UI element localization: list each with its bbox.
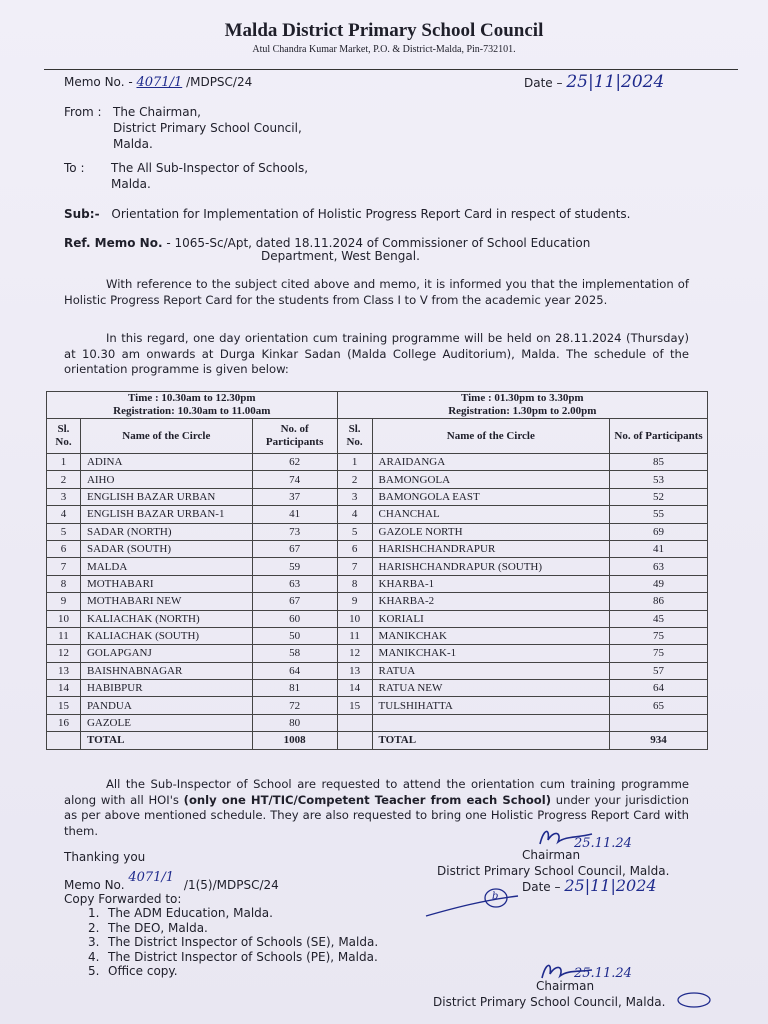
initial-flourish [424, 884, 534, 920]
table-row [47, 523, 708, 540]
right-circle-cell: RATUA NEW [372, 680, 610, 697]
left-sl-cell: 11 [47, 627, 81, 644]
left-sl-cell: 16 [47, 714, 81, 731]
table-row [47, 471, 708, 488]
right-sl-cell: 15 [337, 697, 372, 714]
col-circle-left: Name of the Circle [80, 419, 252, 454]
left-circle-cell: PANDUA [80, 697, 252, 714]
header-divider [44, 69, 738, 70]
total-empty-right [337, 732, 372, 749]
memo-number-handwritten: 4071/1 [136, 75, 183, 90]
right-participants-cell: 63 [610, 558, 708, 575]
left-participants-cell: 59 [252, 558, 337, 575]
list-item [88, 921, 378, 936]
right-circle-cell: TULSHIHATTA [372, 697, 610, 714]
copy-memo-suffix: /1(5)/MDPSC/24 [183, 878, 279, 892]
right-circle-cell: BAMONGOLA [372, 471, 610, 488]
table-row [47, 714, 708, 731]
table-row [47, 593, 708, 610]
right-participants-cell: 57 [610, 662, 708, 679]
closing-date-handwritten: 25|11|2024 [564, 876, 657, 895]
left-sl-cell: 9 [47, 593, 81, 610]
left-sl-cell: 7 [47, 558, 81, 575]
table-row [47, 558, 708, 575]
right-circle-cell: HARISHCHANDRAPUR (SOUTH) [372, 558, 610, 575]
list-item-number: 5. [88, 964, 100, 978]
left-participants-cell: 64 [252, 662, 337, 679]
council-title: Malda District Primary School Council [224, 20, 544, 41]
right-sl-cell: 2 [337, 471, 372, 488]
left-circle-cell: ENGLISH BAZAR URBAN-1 [80, 506, 252, 523]
right-circle-cell: RATUA [372, 662, 610, 679]
schedule-rows [47, 454, 708, 732]
left-sl-cell: 1 [47, 454, 81, 471]
reference-label: Ref. Memo No. [64, 236, 163, 250]
list-item [88, 964, 378, 979]
subject-label: Sub:- [64, 207, 100, 221]
left-sl-cell: 13 [47, 662, 81, 679]
left-session-registration: Registration: 10.30am to 11.00am [113, 405, 271, 417]
right-session-header [337, 392, 707, 419]
council-address: Atul Chandra Kumar Market, P.O. & District-Malda, Pin-732101. [252, 44, 516, 55]
to-label: To : [64, 161, 85, 175]
right-total-value: 934 [610, 732, 708, 749]
right-circle-cell [372, 714, 610, 731]
table-row [47, 627, 708, 644]
right-circle-cell: BAMONGOLA EAST [372, 488, 610, 505]
left-circle-cell: ADINA [80, 454, 252, 471]
total-row [47, 732, 708, 749]
body-paragraph-1: With reference to the subject cited above and memo, it is informed you that the implementation of Holistic Progress Report Card for the students from Class I to V from the academic year 2025. [64, 277, 689, 307]
right-session-time: Time : 01.30pm to 3.30pm [460, 392, 584, 404]
left-circle-cell: HABIBPUR [80, 680, 252, 697]
list-item-number: 2. [88, 920, 100, 935]
list-item [88, 950, 378, 965]
list-item-text: The District Inspector of Schools (SE), Malda. [108, 935, 379, 949]
chairman-label-1: Chairman [522, 848, 581, 862]
subject-line [64, 206, 630, 222]
left-circle-cell: SADAR (NORTH) [80, 523, 252, 540]
list-item [88, 935, 378, 950]
memo-date-label: Date – [524, 76, 563, 90]
circle-mark: b [492, 891, 499, 902]
left-circle-cell: ENGLISH BAZAR URBAN [80, 488, 252, 505]
left-session-time: Time : 10.30am to 12.30pm [128, 392, 256, 404]
list-item-text: The DEO, Malda. [108, 920, 208, 935]
reference-text-2: Department, West Bengal. [261, 249, 420, 263]
left-circle-cell: MALDA [80, 558, 252, 575]
left-sl-cell: 6 [47, 540, 81, 557]
right-sl-cell: 1 [337, 454, 372, 471]
left-sl-cell: 2 [47, 471, 81, 488]
right-circle-cell: MANIKCHAK [372, 627, 610, 644]
right-circle-cell: MANIKCHAK-1 [372, 645, 610, 662]
left-participants-cell: 67 [252, 540, 337, 557]
closing-date-label: Date – [522, 880, 561, 894]
session-header-row [47, 392, 708, 419]
left-circle-cell: GOLAPGANJ [80, 645, 252, 662]
memo-prefix: Memo No. - [64, 75, 133, 89]
col-sl-left: Sl. No. [47, 419, 81, 454]
right-participants-cell [610, 714, 708, 731]
council-sign-1: District Primary School Council, Malda. [437, 864, 670, 878]
right-circle-cell: CHANCHAL [372, 506, 610, 523]
left-participants-cell: 60 [252, 610, 337, 627]
right-participants-cell: 52 [610, 488, 708, 505]
left-participants-cell: 37 [252, 488, 337, 505]
right-sl-cell: 5 [337, 523, 372, 540]
subject-text: Orientation for Implementation of Holistic Progress Report Card in respect of students. [111, 207, 631, 221]
left-participants-cell: 72 [252, 697, 337, 714]
right-participants-cell: 65 [610, 697, 708, 714]
left-circle-cell: SADAR (SOUTH) [80, 540, 252, 557]
list-item-number: 4. [88, 949, 100, 964]
left-sl-cell: 5 [47, 523, 81, 540]
left-participants-cell: 67 [252, 593, 337, 610]
left-total-value: 1008 [252, 732, 337, 749]
left-circle-cell: KALIACHAK (SOUTH) [80, 627, 252, 644]
left-session-header [47, 392, 338, 419]
right-sl-cell: 13 [337, 662, 372, 679]
copy-forwarded-label: Copy Forwarded to: [64, 892, 182, 906]
left-participants-cell: 73 [252, 523, 337, 540]
copy-list [88, 906, 378, 979]
left-circle-cell: MOTHABARI NEW [80, 593, 252, 610]
right-session-registration: Registration: 1.30pm to 2.00pm [448, 405, 597, 417]
table-row [47, 488, 708, 505]
right-circle-cell: ARAIDANGA [372, 454, 610, 471]
chairman-label-2: Chairman [536, 979, 595, 993]
list-item-text: The ADM Education, Malda. [108, 906, 273, 920]
right-sl-cell: 12 [337, 645, 372, 662]
right-participants-cell: 53 [610, 471, 708, 488]
left-circle-cell: BAISHNABNAGAR [80, 662, 252, 679]
table-row [47, 610, 708, 627]
right-circle-cell: KHARBA-2 [372, 593, 610, 610]
left-circle-cell: MOTHABARI [80, 575, 252, 592]
memo-date-line [524, 74, 664, 91]
right-participants-cell: 49 [610, 575, 708, 592]
right-participants-cell: 55 [610, 506, 708, 523]
copy-memo-handwritten: 4071/1 [128, 870, 175, 885]
right-sl-cell [337, 714, 372, 731]
right-participants-cell: 45 [610, 610, 708, 627]
reference-text: - 1065-Sc/Apt, dated 18.11.2024 of Commissioner of School Education [166, 236, 591, 250]
right-circle-cell: KORIALI [372, 610, 610, 627]
left-total-label: TOTAL [80, 732, 252, 749]
col-circle-right: Name of the Circle [372, 419, 610, 454]
table-row [47, 697, 708, 714]
signature-2-flourish [674, 990, 714, 1010]
col-sl-right: Sl. No. [337, 419, 372, 454]
body-paragraph-2: In this regard, one day orientation cum training programme will be held on 28.11.2024 (Thursday) at 10.30 am onwards at Durga Kinkar Sadan (Malda College Auditorium), Malda. The schedule of the orientation programme is given below: [64, 331, 689, 376]
table-row [47, 454, 708, 471]
para3-bold: (only one HT/TIC/Competent Teacher from each School) [183, 792, 552, 807]
to-line-2: Malda. [111, 177, 151, 191]
table-row [47, 575, 708, 592]
left-sl-cell: 14 [47, 680, 81, 697]
right-participants-cell: 69 [610, 523, 708, 540]
left-sl-cell: 4 [47, 506, 81, 523]
memo-date-handwritten: 25|11|2024 [566, 72, 665, 92]
from-line-3: Malda. [113, 137, 153, 151]
right-total-label: TOTAL [372, 732, 610, 749]
left-sl-cell: 12 [47, 645, 81, 662]
left-participants-cell: 62 [252, 454, 337, 471]
left-participants-cell: 80 [252, 714, 337, 731]
right-sl-cell: 4 [337, 506, 372, 523]
list-item-number: 1. [88, 906, 100, 920]
right-circle-cell: KHARBA-1 [372, 575, 610, 592]
list-item [88, 906, 378, 921]
table-row [47, 680, 708, 697]
table-row [47, 506, 708, 523]
from-line-2: District Primary School Council, [113, 121, 302, 135]
left-participants-cell: 74 [252, 471, 337, 488]
right-sl-cell: 10 [337, 610, 372, 627]
signature-2-date: 25.11.24 [574, 966, 632, 981]
right-sl-cell: 14 [337, 680, 372, 697]
right-participants-cell: 64 [610, 680, 708, 697]
from-label: From : [64, 105, 102, 119]
left-sl-cell: 10 [47, 610, 81, 627]
total-empty-left [47, 732, 81, 749]
right-circle-cell: HARISHCHANDRAPUR [372, 540, 610, 557]
right-participants-cell: 41 [610, 540, 708, 557]
table-row [47, 662, 708, 679]
para3-pre: All the Sub-Inspector of School are requested to attend the orientation cum training programme along with all HOI's [64, 777, 689, 807]
memo-number-line [64, 74, 252, 91]
list-item-text: The District Inspector of Schools (PE), Malda. [108, 949, 378, 964]
col-participants-right: No. of Participants [610, 419, 708, 454]
from-line-1: The Chairman, [113, 105, 201, 119]
right-circle-cell: GAZOLE NORTH [372, 523, 610, 540]
para3-post: under your jurisdiction as per above mentioned schedule. They are also requested to bring one Holistic Progress Report Card with them. [64, 792, 689, 838]
to-line-1: The All Sub-Inspector of Schools, [111, 161, 309, 175]
right-participants-cell: 75 [610, 645, 708, 662]
left-participants-cell: 41 [252, 506, 337, 523]
closing-date-line [522, 878, 657, 895]
list-item-number: 3. [88, 935, 100, 949]
copy-memo-prefix: Memo No. [64, 878, 125, 892]
right-participants-cell: 75 [610, 627, 708, 644]
thanking-you: Thanking you [64, 850, 146, 864]
left-sl-cell: 8 [47, 575, 81, 592]
left-circle-cell: AIHO [80, 471, 252, 488]
council-sign-2: District Primary School Council, Malda. [433, 995, 666, 1009]
list-item-text: Office copy. [108, 964, 178, 978]
schedule-table [46, 391, 708, 750]
left-circle-cell: GAZOLE [80, 714, 252, 731]
right-participants-cell: 86 [610, 593, 708, 610]
right-participants-cell: 85 [610, 454, 708, 471]
table-row [47, 540, 708, 557]
column-header-row [47, 419, 708, 454]
signature-1-date: 25.11.24 [574, 836, 632, 851]
right-sl-cell: 7 [337, 558, 372, 575]
table-row [47, 645, 708, 662]
memo-suffix: /MDPSC/24 [186, 75, 253, 89]
left-participants-cell: 58 [252, 645, 337, 662]
right-sl-cell: 9 [337, 593, 372, 610]
right-sl-cell: 6 [337, 540, 372, 557]
right-sl-cell: 11 [337, 627, 372, 644]
left-participants-cell: 50 [252, 627, 337, 644]
left-sl-cell: 15 [47, 697, 81, 714]
left-circle-cell: KALIACHAK (NORTH) [80, 610, 252, 627]
col-participants-left: No. of Participants [252, 419, 337, 454]
right-sl-cell: 8 [337, 575, 372, 592]
left-sl-cell: 3 [47, 488, 81, 505]
right-sl-cell: 3 [337, 488, 372, 505]
left-participants-cell: 63 [252, 575, 337, 592]
left-participants-cell: 81 [252, 680, 337, 697]
